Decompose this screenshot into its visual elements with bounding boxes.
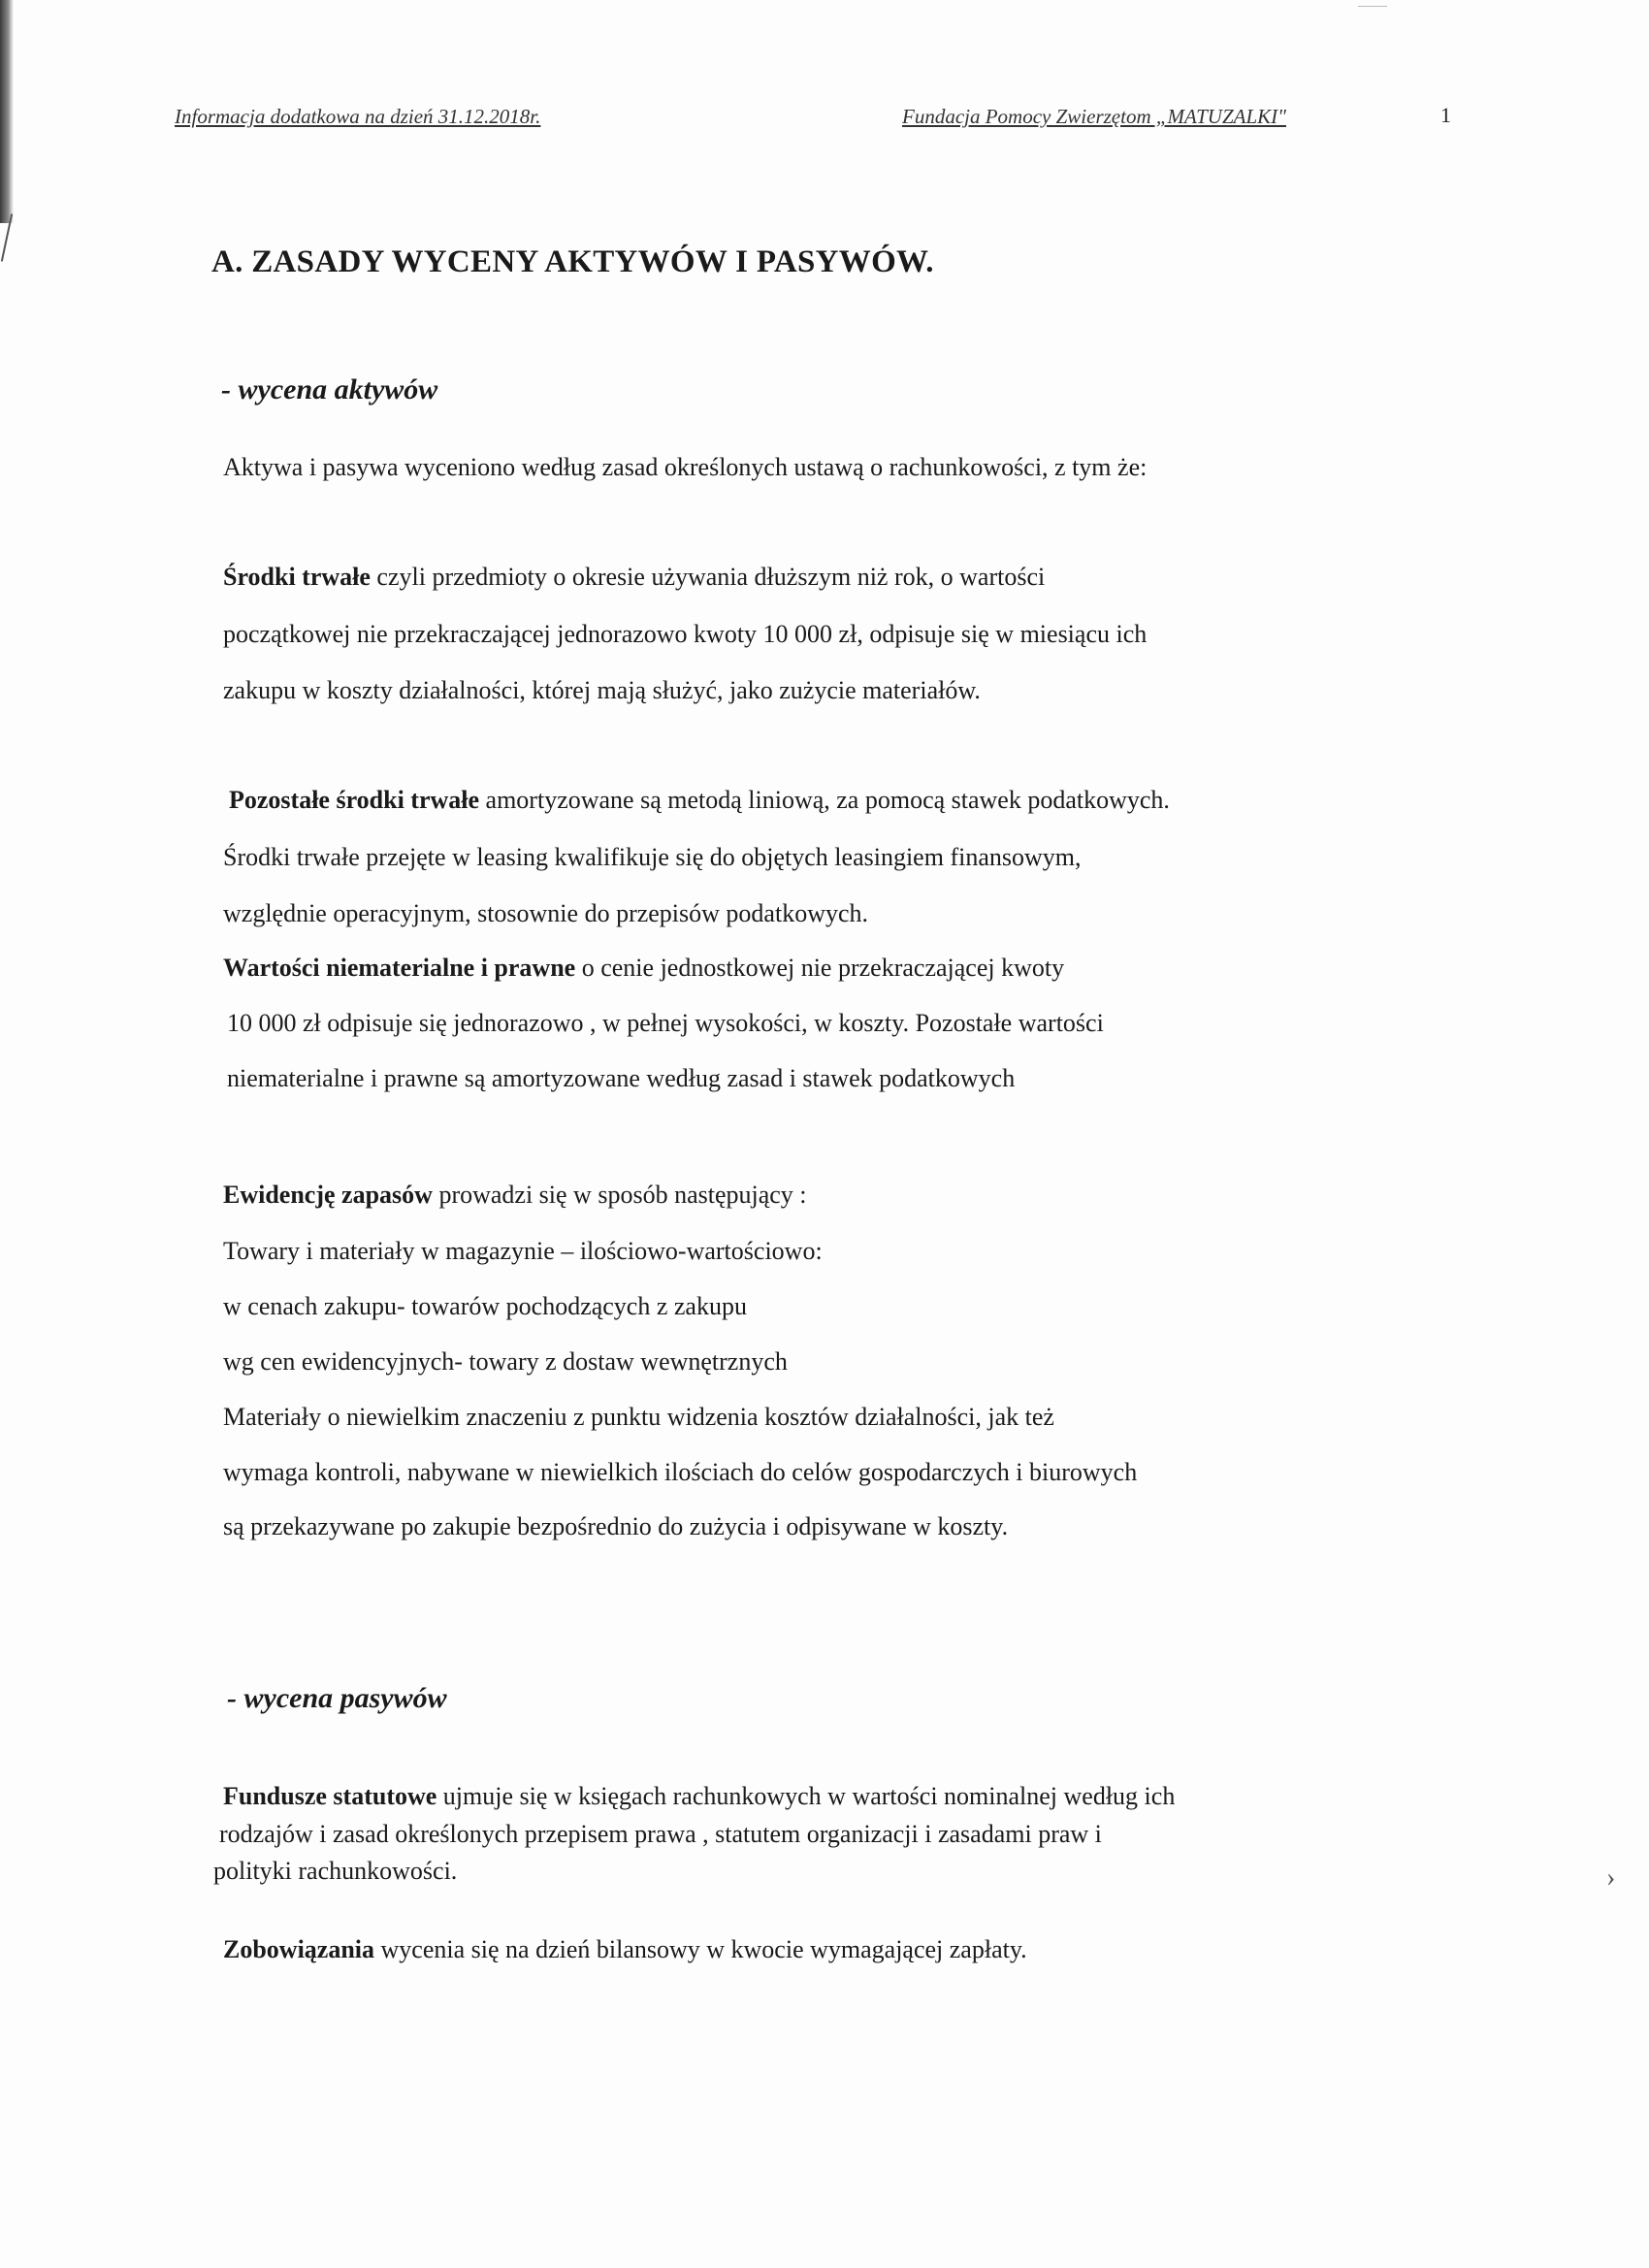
- obligations-term: Zobowiązania: [223, 1935, 375, 1963]
- section-heading-liabilities: - wycena pasywów: [227, 1682, 447, 1714]
- margin-mark: ›: [1606, 1863, 1616, 1893]
- obligations-text-1: wycenia się na dzień bilansowy w kwocie wymagającej zapłaty.: [374, 1935, 1027, 1963]
- header-right-text: Fundacja Pomocy Zwierzętom „MATUZALKI": [902, 105, 1286, 128]
- inventory-line-5: Materiały o niewielkim znaczeniu z punktu widzenia kosztów działalności, jak też: [223, 1403, 1054, 1431]
- funds-text-1: ujmuje się w księgach rachunkowych w wartości nominalnej według ich: [436, 1782, 1176, 1810]
- other-fixed-assets-term: Pozostałe środki trwałe: [229, 786, 480, 814]
- funds-line-2: rodzajów i zasad określonych przepisem prawa , statutem organizacji i zasadami praw i: [219, 1820, 1102, 1848]
- other-fixed-assets-line-3: względnie operacyjnym, stosownie do przepisów podatkowych.: [223, 899, 869, 927]
- page-number: 1: [1440, 103, 1451, 127]
- fixed-assets-term: Środki trwałe: [223, 563, 371, 591]
- fixed-assets-line-2: początkowej nie przekraczającej jednorazowo kwoty 10 000 zł, odpisuje się w miesiącu ich: [223, 620, 1148, 648]
- fixed-assets-line-1: [223, 563, 1045, 592]
- inventory-line-7: są przekazywane po zakupie bezpośrednio do zużycia i odpisywane w koszty.: [223, 1512, 1009, 1540]
- funds-line-3: polityki rachunkowości.: [213, 1857, 458, 1885]
- obligations-line-1: [223, 1935, 1027, 1964]
- page-title: A. ZASADY WYCENY AKTYWÓW I PASYWÓW.: [211, 244, 934, 279]
- assets-intro: Aktywa i pasywa wyceniono według zasad określonych ustawą o rachunkowości, z tym że:: [223, 453, 1148, 481]
- inventory-line-2: Towary i materiały w magazynie – ilościowo-wartościowo:: [223, 1237, 823, 1265]
- section-heading-assets: - wycena aktywów: [221, 373, 438, 405]
- other-fixed-assets-line-1: [229, 786, 1170, 815]
- intangibles-text-1: o cenie jednostkowej nie przekraczającej kwoty: [575, 954, 1065, 982]
- fixed-assets-line-3: zakupu w koszty działalności, której mają służyć, jako zużycie materiałów.: [223, 676, 981, 704]
- intangibles-term: Wartości niematerialne i prawne: [223, 954, 576, 982]
- scan-edge-shadow: [0, 0, 14, 223]
- funds-line-1: [223, 1782, 1175, 1811]
- inventory-line-3: w cenach zakupu- towarów pochodzących z zakupu: [223, 1292, 747, 1320]
- other-fixed-assets-line-2: Środki trwałe przejęte w leasing kwalifikuje się do objętych leasingiem finansowym,: [223, 843, 1082, 871]
- inventory-text-1: prowadzi się w sposób następujący :: [432, 1181, 807, 1209]
- inventory-term: Ewidencję zapasów: [223, 1181, 433, 1209]
- scan-top-line: [1358, 6, 1387, 7]
- other-fixed-assets-text-1: amortyzowane są metodą liniową, za pomocą stawek podatkowych.: [479, 786, 1170, 814]
- fixed-assets-text-1: czyli przedmioty o okresie używania dłuższym niż rok, o wartości: [370, 563, 1046, 591]
- intangibles-line-3: niematerialne i prawne są amortyzowane według zasad i stawek podatkowych: [227, 1064, 1016, 1092]
- inventory-line-1: [223, 1181, 807, 1210]
- header-left-text: Informacja dodatkowa na dzień 31.12.2018r.: [175, 105, 541, 128]
- inventory-line-6: wymaga kontroli, nabywane w niewielkich ilościach do celów gospodarczych i biurowych: [223, 1458, 1138, 1486]
- inventory-line-4: wg cen ewidencyjnych- towary z dostaw wewnętrznych: [223, 1347, 788, 1376]
- intangibles-line-2: 10 000 zł odpisuje się jednorazowo , w pełnej wysokości, w koszty. Pozostałe wartości: [227, 1009, 1104, 1037]
- intangibles-line-1: [223, 954, 1064, 983]
- page-header: [175, 97, 1451, 132]
- funds-term: Fundusze statutowe: [223, 1782, 437, 1810]
